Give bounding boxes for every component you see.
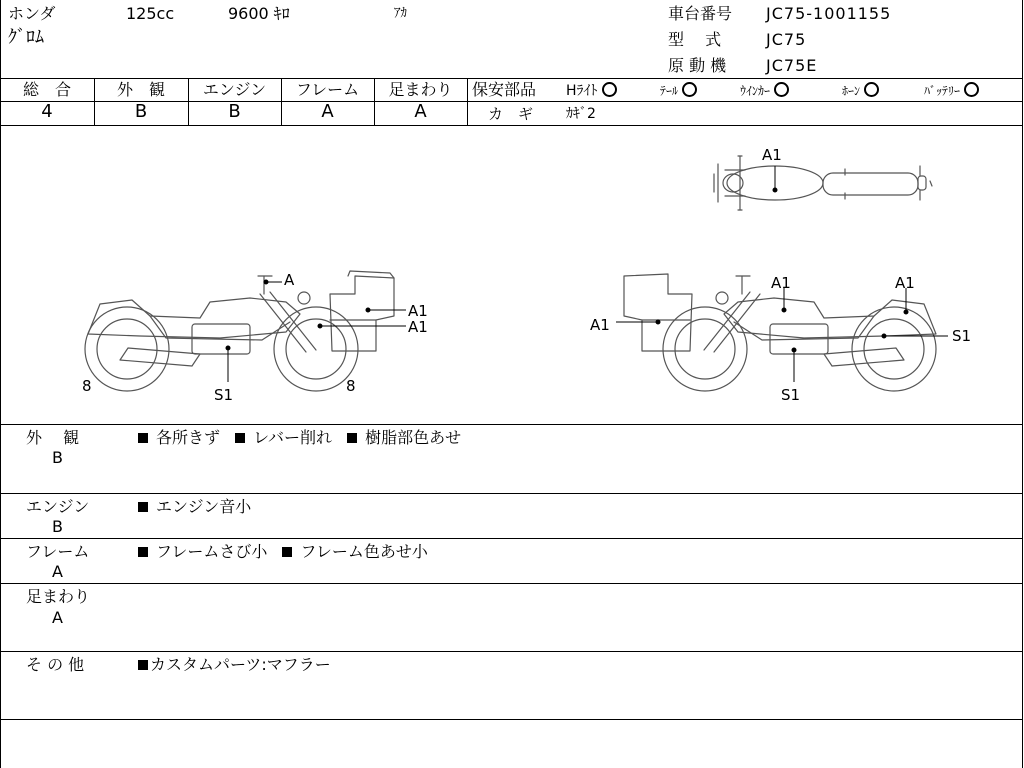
color: ｱｶ	[394, 6, 407, 21]
engine-label: 原 動 機	[668, 56, 727, 75]
note-category-suspension: 足まわり	[26, 587, 91, 606]
note-item: エンジン音小	[156, 497, 252, 516]
note-item: 樹脂部色あせ	[365, 428, 462, 447]
notes-divider	[0, 538, 1023, 539]
grade-label-frame: フレーム	[295, 80, 360, 99]
grade-divider	[467, 78, 468, 125]
engine-value: JC75E	[766, 56, 818, 75]
note-item: フレーム色あせ小	[300, 542, 428, 561]
bike-top-view	[714, 156, 932, 210]
note-item: 各所きず	[156, 428, 221, 447]
notes-divider	[0, 651, 1023, 652]
grade-label-total: 総 合	[22, 80, 71, 99]
mark-left-front: 8	[346, 377, 356, 395]
note-item: レバー削れ	[253, 428, 332, 447]
mark-left-box1: A1	[408, 302, 428, 320]
ok-circle-icon	[864, 82, 879, 97]
bullet-square-icon	[347, 433, 357, 443]
mark-right-tail: A1	[895, 274, 915, 292]
mileage: 9600 ｷﾛ	[228, 4, 290, 23]
safety-item: ｳｲﾝｶｰ	[740, 81, 789, 101]
maker: ホンダ	[8, 4, 56, 23]
ok-circle-icon	[602, 82, 617, 97]
note-items-other	[138, 655, 331, 675]
type-label: 型 式	[668, 30, 722, 49]
bullet-square-icon	[138, 547, 148, 557]
bike-left-view	[85, 271, 394, 391]
note-items-engine	[138, 497, 251, 517]
grade-label-engine: エンジン	[202, 80, 267, 99]
grade-table-top	[0, 78, 1023, 79]
ok-circle-icon	[964, 82, 979, 97]
model-name: ｸﾞﾛﾑ	[8, 27, 44, 48]
bullet-square-icon	[138, 433, 148, 443]
outer-border-right	[1022, 0, 1023, 768]
damage-markers	[226, 166, 948, 382]
mark-left-handle: A	[284, 271, 295, 289]
grade-value-frame: A	[321, 101, 334, 122]
note-grade-exterior: B	[52, 448, 63, 467]
safety-item: Hﾗｲﾄ	[566, 81, 617, 101]
note-item: フレームさび小	[156, 542, 268, 561]
ok-circle-icon	[774, 82, 789, 97]
mark-left-rear: 8	[82, 377, 92, 395]
note-category-engine: エンジン	[26, 497, 90, 516]
safety-item: ﾃｰﾙ	[660, 81, 697, 101]
ok-circle-icon	[682, 82, 697, 97]
note-grade-suspension: A	[52, 608, 63, 627]
frame-no: JC75-1001155	[766, 4, 892, 23]
mark-right-box: A1	[590, 316, 610, 334]
mark-left-box2: A1	[408, 318, 428, 336]
damage-diagram	[0, 126, 1022, 424]
key-value: ｶｷﾞ2	[566, 106, 596, 122]
displacement: 125cc	[126, 4, 175, 23]
notes-bottom	[0, 719, 1023, 720]
grade-value-engine: B	[228, 101, 241, 122]
safety-item: ﾎｰﾝ	[842, 81, 879, 101]
grade-value-total: 4	[41, 101, 53, 122]
safety-mid	[468, 101, 1023, 102]
notes-top	[0, 424, 1023, 425]
grade-value-exterior: B	[134, 101, 148, 122]
bullet-square-icon	[138, 660, 148, 670]
type-value: JC75	[766, 30, 807, 49]
bullet-square-icon	[138, 502, 148, 512]
bullet-square-icon	[282, 547, 292, 557]
mark-top-a1: A1	[762, 146, 782, 164]
grade-label-suspension: 足まわり	[388, 80, 453, 99]
key-label: カ ギ	[488, 105, 534, 123]
mark-right-muffler: S1	[952, 327, 972, 345]
note-grade-frame: A	[52, 562, 63, 581]
frame-no-label: 車台番号	[668, 4, 733, 23]
note-category-other: そ の 他	[26, 655, 85, 674]
safety-item: ﾊﾞｯﾃﾘｰ	[924, 81, 979, 101]
notes-divider	[0, 583, 1023, 584]
mark-right-engine: S1	[781, 386, 801, 404]
note-category-frame: フレーム	[26, 542, 90, 561]
note-items-exterior	[138, 428, 461, 448]
safety-title: 保安部品	[472, 80, 537, 99]
grade-value-suspension: A	[414, 101, 427, 122]
note-item: カスタムパーツ:マフラー	[150, 655, 331, 674]
note-category-exterior: 外 観	[26, 428, 80, 447]
notes-divider	[0, 493, 1023, 494]
note-grade-engine: B	[52, 517, 63, 536]
grade-label-exterior: 外 観	[116, 80, 165, 99]
mark-right-tank: A1	[771, 274, 791, 292]
bullet-square-icon	[235, 433, 245, 443]
note-items-frame	[138, 542, 428, 562]
mark-left-engine: S1	[214, 386, 234, 404]
